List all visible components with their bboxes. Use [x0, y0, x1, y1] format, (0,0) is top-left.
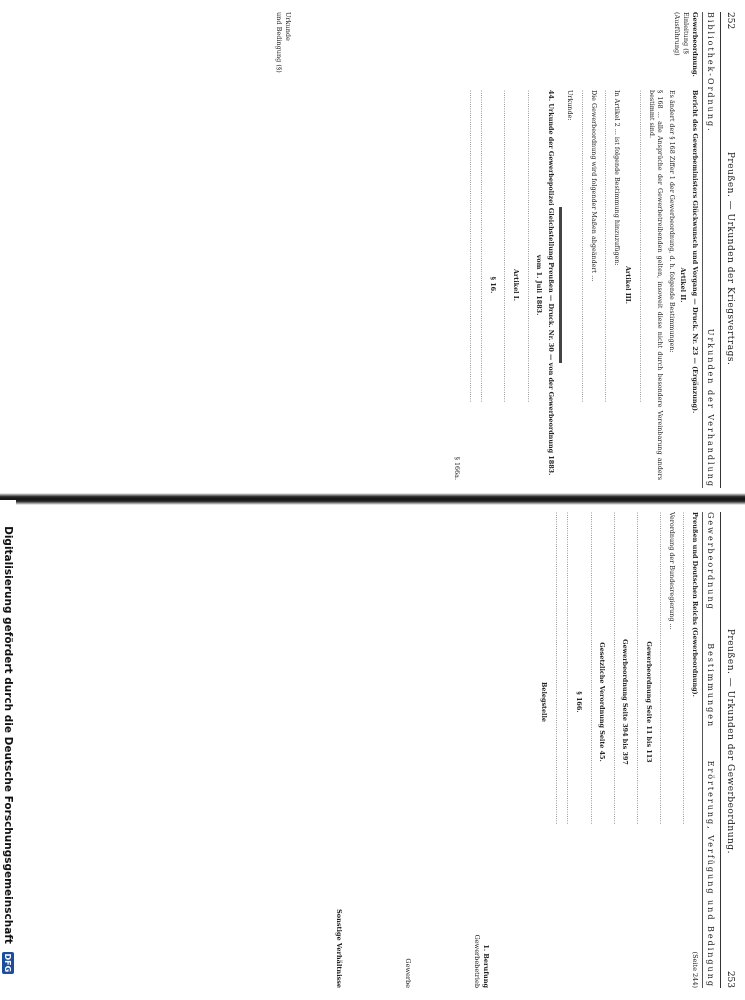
left-column-heads [702, 12, 719, 488]
left-side-notes [274, 12, 699, 82]
date-line: vom 1. Juli 1883. [535, 254, 544, 316]
paragraph: Bericht des Gewerbeministers Glückwunsch und Vorgang — Druck. Nr. 23 — (Ergänzung). [691, 90, 699, 414]
right-page [0, 500, 745, 1000]
side-note: Gewerbeordnung. [691, 12, 699, 77]
filler-text: ············································································································································ [679, 512, 688, 825]
filler-text: ············································································································································ [523, 90, 532, 403]
filler-text: ············································································································································ [633, 512, 642, 825]
filler-text: ············································································································································ [601, 90, 610, 403]
digitization-credit [0, 500, 16, 1000]
left-page-number: 252 [725, 12, 735, 30]
right-side-notes [334, 908, 699, 988]
side-note: 1. Berufung [482, 944, 490, 988]
left-col-head-1: Bibliothek-Ordnung. [706, 12, 716, 133]
reference-line: Gewerbeordnung Seite 394 bis 397 [621, 639, 630, 765]
side-note: Gewerbe [404, 958, 412, 988]
filler-text: ············································································································································ [609, 512, 618, 825]
right-col-head-2: Bestimmungen [706, 643, 716, 729]
paragraph: § 168 ... alle Ansprüche der Gewerbetreibenden gelten, insoweit diese nicht durch besondere Vereinbarung anders bestimmt sind. [647, 90, 665, 480]
right-col-head-1: Gewerbeordnung [706, 512, 716, 611]
side-note: Einleitung (§ [682, 12, 690, 55]
article-heading: Artikel III. [624, 265, 633, 305]
right-column-heads [702, 512, 719, 988]
side-note: (Ausführung) [673, 12, 681, 56]
section-heading: § 16. [488, 276, 497, 294]
article-heading: Artikel II. [679, 267, 688, 303]
paragraph: Urkunde: [566, 90, 575, 121]
reference-line: Gesetzliche Verordnung Seite 45. [598, 642, 607, 762]
section-heading: § 166. [575, 691, 584, 713]
filler-text: ············································································································································ [636, 90, 645, 403]
paragraph: Preußen und Deutschen Reichs (Gewerbeordnung). [691, 512, 699, 697]
side-note: (Seite 244) [691, 951, 699, 988]
right-running-title: Preußen. — Urkunden der Gewerbeordnung. [725, 628, 735, 854]
paragraph: 44. Urkunde der Gewerbepolizei Gleichstellung Preußen — Druck. Nr. 30 — von der Gewerbeordnung 1883. [546, 90, 555, 476]
paragraph: Verordnung der Bundesregierung ... [667, 512, 676, 630]
filler-text: ············································································································································ [477, 90, 486, 403]
dfg-logo-icon: DFG [3, 953, 13, 973]
credit-text: Digitalisierung gefördert durch die Deutsche Forschungsgemeinschaft [2, 526, 14, 944]
paragraph: In Artikel 2 ... ist folgende Bestimmung hinzuzufügen: [612, 90, 621, 266]
left-col-head-2: Urkunden der Verhandlung [706, 328, 716, 488]
right-body-text [537, 512, 699, 892]
filler-text: ············································································································································ [500, 90, 509, 403]
filler-text: ············································································································································ [656, 512, 665, 825]
side-note: Sonstige Verhältnisse [335, 909, 343, 988]
paragraph: Es ändert der § 168 Ziffer 1 der Gewerbeordnung, d. h. folgende Bestimmungen: [667, 90, 676, 353]
left-body-text [450, 90, 699, 480]
right-page-number: 253 [725, 970, 735, 988]
left-running-title: Preußen. — Urkunden der Kriegsvertrags. [725, 151, 735, 366]
side-note: Urkunde [284, 12, 292, 41]
side-note: Gewerbebetrieb [473, 934, 481, 988]
paragraph: Die Gewerbeordnung wird folgender Maßen abgeändert ... [589, 90, 598, 282]
filler-text: ············································································································································ [578, 90, 587, 403]
right-running-head [720, 512, 739, 988]
filler-text: ············································································································································ [586, 512, 595, 825]
filler-text: ············································································································································ [551, 512, 560, 825]
right-col-head-3: Erörterung, Verfügung und Bedingung [706, 760, 716, 988]
filler-text: ············································································································································ [465, 90, 474, 403]
side-note: und Bedingung (§) [275, 12, 283, 73]
reference-line: Gewerbeordnung Seite 11 bis 113 [644, 641, 653, 763]
closing-heading: Belegstelle [540, 682, 549, 722]
left-running-head [720, 12, 739, 488]
article-heading: Artikel I. [512, 268, 521, 302]
filler-text: ············································································································································ [563, 512, 572, 825]
page-footer: § 166a. [453, 456, 462, 480]
separator-rule [559, 207, 562, 363]
